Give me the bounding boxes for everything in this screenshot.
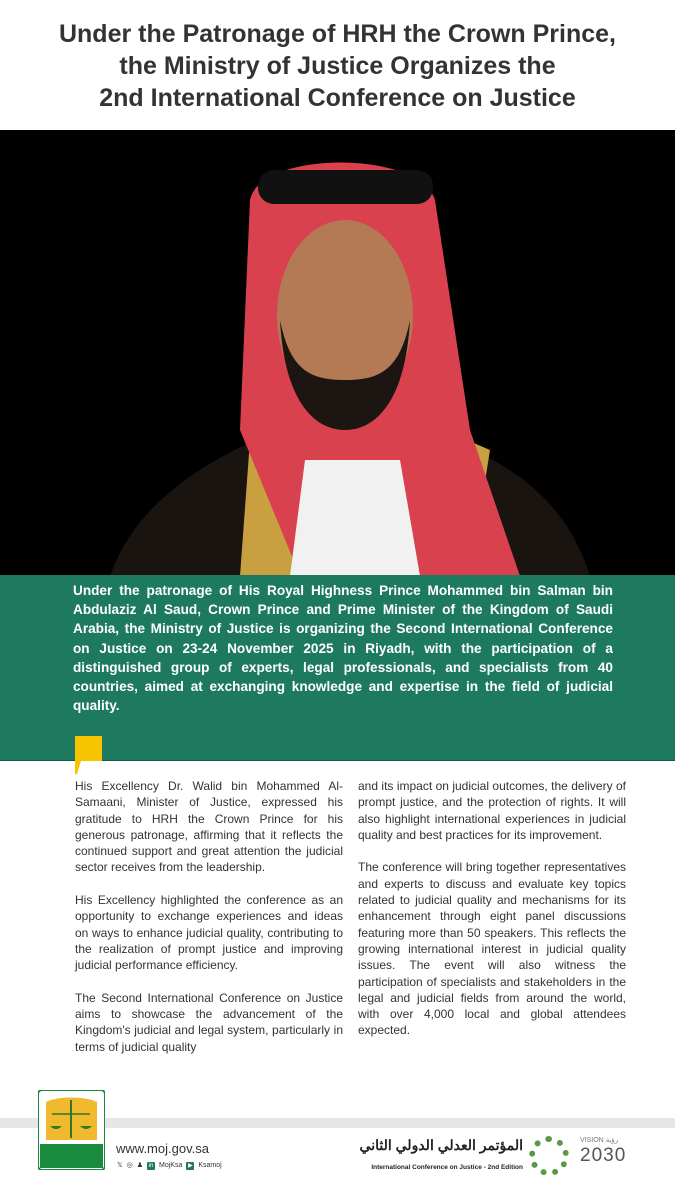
paragraph: and its impact on judicial outcomes, the delivery of prompt justice, and the protection of rights. It will also highlight international experiences in judicial quality and best practices for its improvement. <box>358 779 626 842</box>
title-line: the Ministry of Justice Organizes the <box>119 52 556 80</box>
linkedin-handle[interactable]: MojKsa <box>159 1162 183 1169</box>
highlight-band <box>0 575 675 761</box>
conference-name-arabic: المؤتمر العدلي الدولي الثاني <box>359 1137 523 1153</box>
title-line: Under the Patronage of HRH the Crown Prince, <box>58 20 616 48</box>
body-column-1 <box>75 778 343 1071</box>
website-link[interactable]: www.moj.gov.sa <box>116 1141 209 1156</box>
paragraph: His Excellency Dr. Walid bin Mohammed Al-Samaani, Minister of Justice, expressed his gratitude to HRH the Crown Prince for his generous patronage, affirming that it reflects the continued support and great attention the judicial sector receives from the leadership. <box>75 779 343 875</box>
ministry-of-justice-logo <box>38 1090 105 1170</box>
paragraph: The Second International Conference on Justice aims to showcase the advancement of the Kingdom's judicial and legal system, particularly in terms of judicial quality <box>75 990 343 1054</box>
conference-logo-icon <box>529 1136 569 1176</box>
snapchat-icon[interactable]: ♟ <box>136 1162 144 1169</box>
instagram-icon[interactable]: ◎ <box>126 1162 133 1169</box>
body-column-2 <box>358 778 626 1055</box>
crown-prince-portrait <box>0 130 675 576</box>
social-links <box>117 1161 222 1170</box>
linkedin-icon[interactable]: in <box>148 1162 154 1169</box>
page-title <box>0 18 675 114</box>
quote-mark-icon <box>75 736 102 776</box>
conference-name-english: International Conference on Justice - 2nd Edition <box>371 1164 523 1171</box>
youtube-handle[interactable]: Ksamoj <box>198 1162 222 1169</box>
vision-label: VISION رؤية <box>580 1137 619 1144</box>
vision-year: 2030 <box>580 1145 627 1166</box>
youtube-icon[interactable]: ▶ <box>188 1162 193 1169</box>
vision-2030-logo <box>580 1136 626 1167</box>
paragraph: His Excellency highlighted the conference as an opportunity to exchange experiences and ideas on ways to enhance judicial quality, contributing to the realization of prompt justice and improving judicial performance efficiency. <box>75 893 343 973</box>
paragraph: The conference will bring together representatives and experts to discuss and evaluate key topics related to judicial quality and mechanisms for its enhancement through eight panel discussions featuring more than 50 speakers. This reflects the growing international interest in judicial quality issues. The event will also witness the participation of specialists and stakeholders in the legal and judicial fields from around the world, with over 4,000 local and global attendees expected. <box>358 860 626 1038</box>
x-icon[interactable]: 𝕏 <box>117 1162 123 1169</box>
highlight-text: Under the patronage of His Royal Highness Prince Mohammed bin Salman bin Abdulaziz Al Saud, Crown Prince and Prime Minister of the Kingdom of Saudi Arabia, the Ministry of Justice is organizing the Second International Conference on Justice on 23-24 November 2025 in Riyadh, with the participation of a distinguished group of experts, legal professionals, and specialists from 40 countries, aimed at exchanging knowledge and expertise in the field of judicial quality. <box>73 583 613 714</box>
title-line: 2nd International Conference on Justice <box>99 84 576 112</box>
